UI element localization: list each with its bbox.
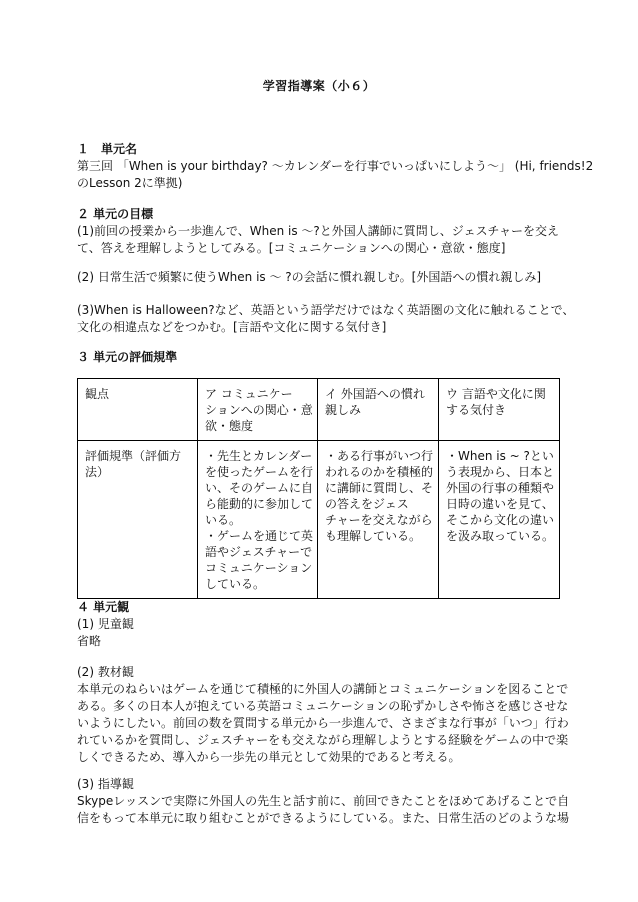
- paragraph-line: 第三回 「When is your birthday? 〜カレンダーを行事でいっぱいにしよう〜」 (Hi, friends!2: [77, 159, 594, 173]
- paragraph-line: 信をもって本単元に取り組むことができるようにしている。また、日常生活のどのような場: [77, 811, 570, 825]
- paragraph-line: のLesson 2に準拠): [77, 176, 183, 190]
- table-cell: ・ある行事がいつ行 われるのかを積極的 に講師に質問し、そ の答えをジェス チャーを交えながら も理解している。: [318, 441, 439, 599]
- section-unit-goals: [77, 206, 557, 257]
- table-cell: ア コミュニケー ションへの関心・意 欲・態度: [198, 379, 318, 441]
- document-title: 学習指導案（小６）: [262, 79, 376, 93]
- table-cell: 評価規準（評価方 法）: [78, 441, 198, 599]
- section-heading: ２ 単元の目標: [77, 207, 154, 221]
- paragraph-line: 本単元のねらいはゲームを通じて積極的に外国人の講師とコミュニケーションを図ることで: [77, 682, 569, 696]
- section-evaluation-criteria: [77, 349, 557, 366]
- section-unit-name: [77, 141, 594, 192]
- section-heading: ４ 単元観: [77, 600, 130, 614]
- table-cell: ・When is ~ ?とい う表現から、日本と 外国の行事の種類や 日時の違いを見て、 そこから文化の違い を汲み取っている。: [439, 441, 560, 599]
- goal-paragraph-3: [77, 302, 575, 336]
- table-header-row: [78, 379, 560, 441]
- table-cell: イ 外国語への慣れ 親しみ: [318, 379, 439, 441]
- subsection-teaching: [77, 776, 570, 827]
- section-heading: ３ 単元の評価規準: [77, 350, 178, 364]
- paragraph-line: (3)When is Halloween?など、英語という語学だけではなく英語圏の文化に触れることで、: [77, 303, 575, 317]
- paragraph-line: (2) 日常生活で頻繁に使うWhen is 〜 ?の会話に慣れ親しむ。[外国語への慣れ親しみ]: [77, 270, 542, 284]
- table-cell: ウ 言語や文化に関 する気付き: [439, 379, 560, 441]
- subsection-heading: (2) 教材観: [77, 665, 134, 679]
- evaluation-table: [77, 378, 560, 599]
- paragraph-line: 省略: [77, 634, 102, 648]
- section-unit-view: [77, 599, 557, 650]
- paragraph-line: しくできるため、導入から一歩先の単元として効果的であると考える。: [77, 750, 461, 764]
- table-cell: ・先生とカレンダー を使ったゲームを行 い、そのゲームに自 ら能動的に参加して いる。 ・ゲームを通じて英 語やジェスチャーで コミュニケーション している。: [198, 441, 318, 599]
- paragraph-line: (1)前回の授業から一歩進んで、When is 〜?と外国人講師に質問し、ジェスチャーを交え: [77, 224, 559, 238]
- subsection-heading: (1) 児童観: [77, 617, 134, 631]
- goal-paragraph-2: [77, 269, 557, 286]
- subsection-heading: (3) 指導観: [77, 777, 134, 791]
- subsection-materials: [77, 664, 569, 766]
- paragraph-line: て、答えを理解しようとしてみる。[コミュニケーションへの関心・意欲・態度]: [77, 241, 506, 255]
- section-heading: １ 単元名: [77, 142, 138, 156]
- table-row: [78, 441, 560, 599]
- paragraph-line: 文化の相違点などをつかむ。[言語や文化に関する気付き]: [77, 320, 387, 334]
- table-cell: 観点: [78, 379, 198, 441]
- paragraph-line: Skypeレッスンで実際に外国人の先生と話す前に、前回できたことをほめてあげることで自: [77, 794, 570, 808]
- paragraph-line: れているかを質問し、ジェスチャーをも交えながら理解しようとする経験をゲームの中で楽: [77, 733, 569, 747]
- paragraph-line: いようにしたい。前回の数を質問する単元から一歩進んで、さまざまな行事が「いつ」行わ: [77, 716, 569, 730]
- paragraph-line: ある。多くの日本人が抱えている英語コミュニケーションの恥ずかしさや怖さを感じさせな: [77, 699, 569, 713]
